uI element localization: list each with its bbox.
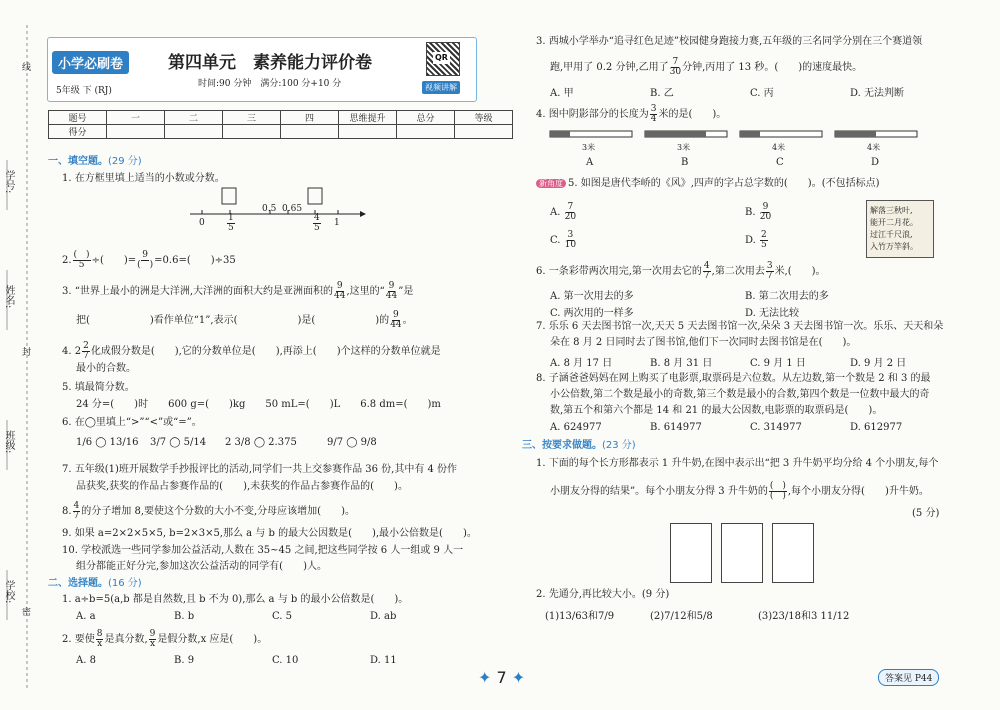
s2-q6-opt-b[interactable]: B. 第二次用去的多 <box>745 291 829 302</box>
s2-q7-line2: 朵在 8 月 2 日同时去了图书馆,他们下一次同时去图书馆是在( )。 <box>550 337 857 348</box>
s3-q1: 1. 下面的每个长方形都表示 1 升牛奶,在图中表示出“把 3 升牛奶平均分给 4 个小朋友,每个 <box>536 458 939 469</box>
s2-q4: 4. 图中阴影部分的长度为 $\frac{3}{4}$ 米的是( )。 <box>536 104 727 124</box>
qr-label: QR <box>435 53 448 62</box>
nl-tick-1: 1 <box>334 218 340 228</box>
s2-q1: 1. a÷b=5(a,b 都是自然数,且 b 不为 0),那么 a 与 b 的最小公倍数是( )。 <box>62 594 409 605</box>
section-3-title: 三、按要求做题。(23 分) <box>522 440 636 451</box>
bar-c <box>740 131 822 137</box>
s1-q3-line2: 把( )看作单位“1”,表示( )是( )的 $\frac{9}{44}$ 。 <box>76 310 413 330</box>
score-cell[interactable] <box>107 125 165 139</box>
poem-line: 解落三秋叶, <box>870 206 913 215</box>
score-header: 总分 <box>397 111 455 125</box>
margin-xian: 线 <box>22 63 32 73</box>
score-header: 题号 <box>49 111 107 125</box>
s2-q4-opt-a[interactable]: A <box>586 157 594 168</box>
s2-q8-opt-c[interactable]: C. 314977 <box>750 422 802 433</box>
s2-q8-line2: 小公倍数,第二个数是最小的奇数,第三个数是最小的合数,第四个数是一位数中最大的奇 <box>550 389 930 400</box>
s2-q5-opt-a[interactable]: A. $\frac{7}{20}$ <box>550 202 577 222</box>
s2-q2: 2. 要使 $\frac{8}{x}$ 是真分数, $\frac{9}{x}$ 是假分数,x 应是( )。 <box>62 629 268 649</box>
s2-q7-opt-a[interactable]: A. 8 月 17 日 <box>550 358 613 369</box>
s3-q2-item-1: (1)13/63和7/9 <box>545 611 615 622</box>
s1-q5-line: 24 分=( )时 600 g=( )kg 50 mL=( )L 6.8 dm=( )m <box>76 399 441 410</box>
score-cell[interactable] <box>223 125 281 139</box>
nl-tick-065: 0.65 <box>282 204 303 214</box>
bar-label: 4米 <box>772 143 786 152</box>
margin-name: 姓名: <box>3 285 14 309</box>
s3-q2-item-3: (3)23/18和3 11/12 <box>758 611 850 622</box>
nl-tick-0: 0 <box>199 218 205 228</box>
s1-q3: 3. “世界上最小的洲是大洋洲,大洋洲的面积大约是亚洲面积的 $\frac{9}{44}$ ,这里的“ $\frac{9}{44}$ ”是 <box>62 281 414 301</box>
s2-q3-opt-a[interactable]: A. 甲 <box>550 88 574 99</box>
nl-frac-1-5: $\frac{1}{5}$ <box>228 213 234 233</box>
score-header: 一 <box>107 111 165 125</box>
score-cell[interactable] <box>281 125 339 139</box>
s2-q3-opt-b[interactable]: B. 乙 <box>650 88 674 99</box>
s1-q6-item: 3/7 ◯ 5/14 <box>150 437 207 448</box>
s1-q7-line2: 品获奖,获奖的作品占参赛作品的( ),未获奖的作品占参赛作品的( )。 <box>76 481 408 492</box>
s2-q8-opt-b[interactable]: B. 614977 <box>650 422 702 433</box>
nl-frac-4-5: $\frac{4}{5}$ <box>314 213 320 233</box>
grade-label: 5年级 下 (RJ) <box>56 86 112 96</box>
bar-b <box>645 131 727 137</box>
s1-q4: 4. 2 $\frac{2}{7}$ 化成假分数是( ),它的分数单位是( ),再添上( )个这样的分数单位就是 <box>62 341 441 361</box>
qr-code[interactable] <box>426 42 460 76</box>
milk-rectangle-3[interactable] <box>772 523 814 583</box>
s2-q2-opt-d[interactable]: D. 11 <box>370 655 397 666</box>
poem-scroll <box>866 200 934 258</box>
exam-meta: 时间:90 分钟 满分:100 分+10 分 <box>198 79 342 89</box>
s2-q1-opt-a[interactable]: A. a <box>76 611 96 622</box>
score-header: 思维提升 <box>339 111 397 125</box>
milk-rectangle-1[interactable] <box>670 523 712 583</box>
s1-q1: 1. 在方框里填上适当的小数或分数。 <box>62 173 225 184</box>
s2-q2-opt-b[interactable]: B. 9 <box>174 655 195 666</box>
s2-q3-opt-c[interactable]: C. 丙 <box>750 88 774 99</box>
score-header: 四 <box>281 111 339 125</box>
bar-label: 4米 <box>867 143 881 152</box>
s2-q6-opt-d[interactable]: D. 无法比较 <box>745 308 800 319</box>
answer-ref[interactable]: 答案见 P44 <box>878 669 939 686</box>
score-row-label: 得分 <box>49 125 107 139</box>
nl-tick-05: 0.5 <box>262 204 277 214</box>
score-header: 等级 <box>455 111 513 125</box>
bar-d <box>835 131 917 137</box>
s2-q7-opt-c[interactable]: C. 9 月 1 日 <box>750 358 806 369</box>
s2-q5-opt-d[interactable]: D. $\frac{2}{5}$ <box>745 230 767 250</box>
s2-q5-opt-b[interactable]: B. $\frac{9}{20}$ <box>745 202 772 222</box>
s2-q7-opt-d[interactable]: D. 9 月 2 日 <box>850 358 907 369</box>
bar-label: 3米 <box>582 143 596 152</box>
s2-q4-opt-d[interactable]: D <box>871 157 880 168</box>
s2-q8-opt-a[interactable]: A. 624977 <box>550 422 602 433</box>
score-header: 二 <box>165 111 223 125</box>
margin-mi: 密 <box>22 608 32 618</box>
page-number: ✦ 7 ✦ <box>478 668 526 687</box>
s2-q6-opt-c[interactable]: C. 两次用的一样多 <box>550 308 634 319</box>
s3-q2: 2. 先通分,再比较大小。(9 分) <box>536 589 670 600</box>
new-angle-badge: 新角度 <box>536 179 566 188</box>
s2-q3-opt-d[interactable]: D. 无法判断 <box>850 88 905 99</box>
score-cell[interactable] <box>397 125 455 139</box>
poem-line: 入竹万竿斜。 <box>870 242 918 251</box>
s3-q1-line2: 小朋友分得的结果”。每个小朋友分得 3 升牛奶的 $\frac{( )}{( )}$ ,每个小朋友分得( )升牛奶。 <box>550 481 929 501</box>
s2-q5-opt-c[interactable]: C. $\frac{3}{10}$ <box>550 230 577 250</box>
s2-q1-opt-b[interactable]: B. b <box>174 611 195 622</box>
section-2-title: 二、选择题。(16 分) <box>48 578 142 589</box>
s1-q6-item: 2 3/8 ◯ 2.375 <box>225 437 297 448</box>
s2-q7-opt-b[interactable]: B. 8 月 31 日 <box>650 358 713 369</box>
s2-q6-opt-a[interactable]: A. 第一次用去的多 <box>550 291 634 302</box>
s2-q7: 7. 乐乐 6 天去图书馆一次,天天 5 天去图书馆一次,朵朵 3 天去图书馆一次。乐乐、天天和朵 <box>536 321 944 332</box>
margin-school: 学校: <box>3 580 14 604</box>
s2-q4-opt-c[interactable]: C <box>776 157 784 168</box>
score-cell[interactable] <box>455 125 513 139</box>
s1-q10: 10. 学校派选一些同学参加公益活动,人数在 35~45 之间,把这些同学按 6 人一组或 9 人一 <box>62 545 464 556</box>
s1-q2: 2. $\frac{( )}{5}$ ÷( )= $\frac{9}{( )}$ =0.6=( )÷35 <box>62 250 236 270</box>
s1-q5: 5. 填最简分数。 <box>62 382 135 393</box>
s2-q8-opt-d[interactable]: D. 612977 <box>850 422 903 433</box>
s2-q3-line2: 跑,甲用了 0.2 分钟,乙用了 $\frac{7}{30}$ 分钟,丙用了 13 秒。( )的速度最快。 <box>550 57 863 77</box>
poem-line: 过江千尺浪, <box>870 230 913 239</box>
s1-q9: 9. 如果 a=2×2×5×5, b=2×3×5,那么 a 与 b 的最大公因数是( ),最小公倍数是( )。 <box>62 528 477 539</box>
milk-rectangle-2[interactable] <box>721 523 763 583</box>
header-box <box>47 37 477 102</box>
s2-q1-opt-c[interactable]: C. 5 <box>272 611 293 622</box>
s3-q2-item-2: (2)7/12和5/8 <box>650 611 713 622</box>
margin-class: 班级: <box>3 430 14 454</box>
s1-q6-item: 1/6 ◯ 13/16 <box>76 437 139 448</box>
margin-student-id: 学号: <box>3 170 14 194</box>
score-cell[interactable] <box>165 125 223 139</box>
brand-tag: 小学必刷卷 <box>52 51 129 74</box>
s1-q10-line2: 组分都能正好分完,参加这次公益活动的同学有( )人。 <box>76 561 327 572</box>
s1-q8: 8. $\frac{4}{7}$ 的分子增加 8,要使这个分数的大小不变,分母应该增加( )。 <box>62 501 355 521</box>
s2-q2-opt-a[interactable]: A. 8 <box>76 655 96 666</box>
score-cell[interactable] <box>339 125 397 139</box>
bar-label: 3米 <box>677 143 691 152</box>
s1-q7: 7. 五年级(1)班开展数学手抄报评比的活动,同学们一共上交参赛作品 36 份,其中有 4 份作 <box>62 464 458 475</box>
s2-q8: 8. 子涵爸爸妈妈在网上购买了电影票,取票码是六位数。从左边数,第一个数是 2 和 3 的最 <box>536 373 931 384</box>
score-header: 三 <box>223 111 281 125</box>
s3-q1-points: (5 分) <box>912 508 940 519</box>
s2-q3: 3. 西城小学举办“追寻红色足迹”校园健身跑接力赛,五年级的三名同学分别在三个赛道领 <box>536 36 923 47</box>
s1-q6-item: 9/7 ◯ 9/8 <box>327 437 377 448</box>
video-link[interactable]: 视频讲解 <box>422 81 460 94</box>
section-1-title: 一、填空题。(29 分) <box>48 156 142 167</box>
page-title: 第四单元 素养能力评价卷 <box>168 53 372 73</box>
margin-feng: 封 <box>22 348 32 358</box>
s2-q1-opt-d[interactable]: D. ab <box>370 611 397 622</box>
s2-q5: 新角度 5. 如图是唐代李峤的《风》,四声的字占总字数的( )。(不包括标点) <box>536 177 880 191</box>
s2-q2-opt-c[interactable]: C. 10 <box>272 655 299 666</box>
s2-q6: 6. 一条彩带两次用完,第一次用去它的 $\frac{4}{7}$ ,第二次用去 $\frac{3}{7}$ 米,( )。 <box>536 261 826 281</box>
poem-line: 能开二月花。 <box>870 218 918 227</box>
s1-q6: 6. 在◯里填上“>”“<”或“=”。 <box>62 417 202 428</box>
bar-a <box>550 131 632 137</box>
s1-q4-line2: 最小的合数。 <box>76 363 136 374</box>
s2-q8-line3: 数,第五个和第六个都是 14 和 21 的最大公因数,电影票的取票码是( )。 <box>550 405 883 416</box>
s2-q4-opt-b[interactable]: B <box>681 157 689 168</box>
score-table <box>48 110 513 139</box>
